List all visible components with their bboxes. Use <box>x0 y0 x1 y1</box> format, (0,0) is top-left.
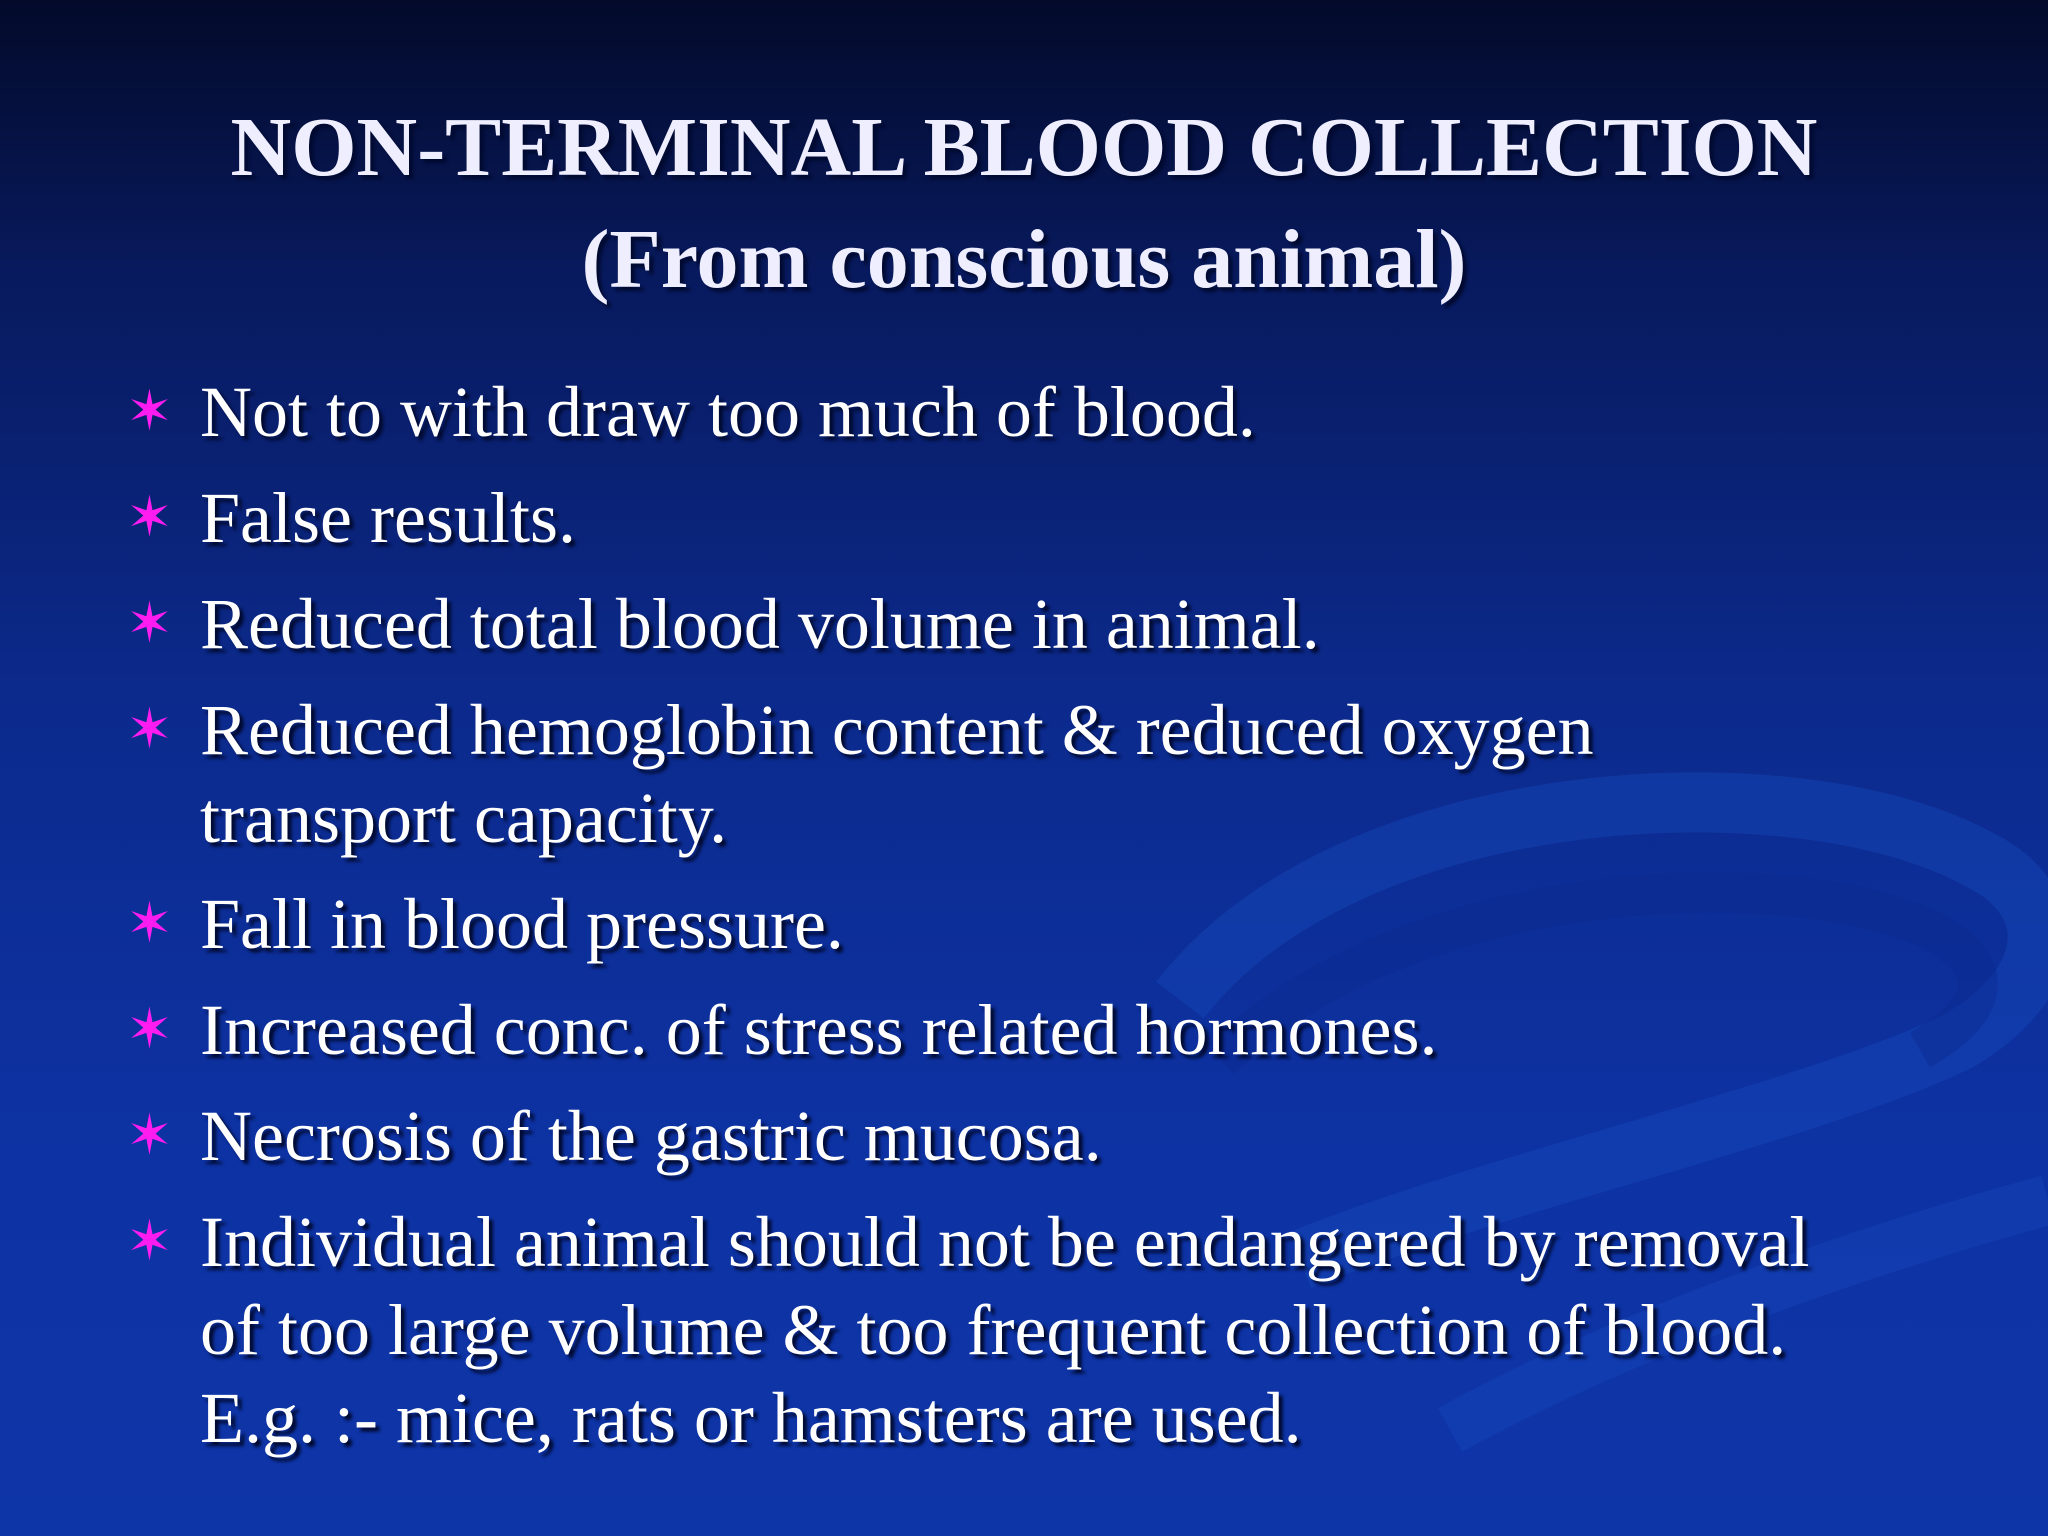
six-point-star-icon: ✶ <box>126 1105 173 1167</box>
bullet-text-line: False results. <box>200 478 576 558</box>
bullet-text-line: Increased conc. of stress related hormones. <box>200 990 1438 1070</box>
six-point-star-icon: ✶ <box>126 999 173 1061</box>
bullet-item <box>126 686 1940 862</box>
bullet-list <box>126 368 1940 1480</box>
bullet-item <box>126 1198 1940 1462</box>
bullet-item <box>126 986 1940 1074</box>
bullet-text-line: Reduced total blood volume in animal. <box>200 584 1320 664</box>
bullet-text-line: transport capacity. <box>200 778 728 858</box>
bullet-item <box>126 474 1940 562</box>
bullet-text-line: Individual animal should not be endangered by removal <box>200 1202 1810 1282</box>
bullet-text-line: Reduced hemoglobin content & reduced oxygen <box>200 690 1594 770</box>
bullet-item <box>126 580 1940 668</box>
bullet-text-line: of too large volume & too frequent collection of blood. <box>200 1290 1787 1370</box>
title-line-1: NON-TERMINAL BLOOD COLLECTION <box>230 101 1818 194</box>
six-point-star-icon: ✶ <box>126 593 173 655</box>
bullet-item <box>126 880 1940 968</box>
title-line-2: (From conscious animal) <box>581 213 1467 306</box>
slide-title <box>0 92 2048 316</box>
six-point-star-icon: ✶ <box>126 699 173 761</box>
six-point-star-icon: ✶ <box>126 381 173 443</box>
bullet-item <box>126 1092 1940 1180</box>
six-point-star-icon: ✶ <box>126 487 173 549</box>
bullet-item <box>126 368 1940 456</box>
bullet-text-line: Necrosis of the gastric mucosa. <box>200 1096 1102 1176</box>
bullet-text-line: Not to with draw too much of blood. <box>200 372 1256 452</box>
bullet-text-line: E.g. :- mice, rats or hamsters are used. <box>200 1378 1302 1458</box>
six-point-star-icon: ✶ <box>126 893 173 955</box>
bullet-text-line: Fall in blood pressure. <box>200 884 844 964</box>
six-point-star-icon: ✶ <box>126 1211 173 1273</box>
